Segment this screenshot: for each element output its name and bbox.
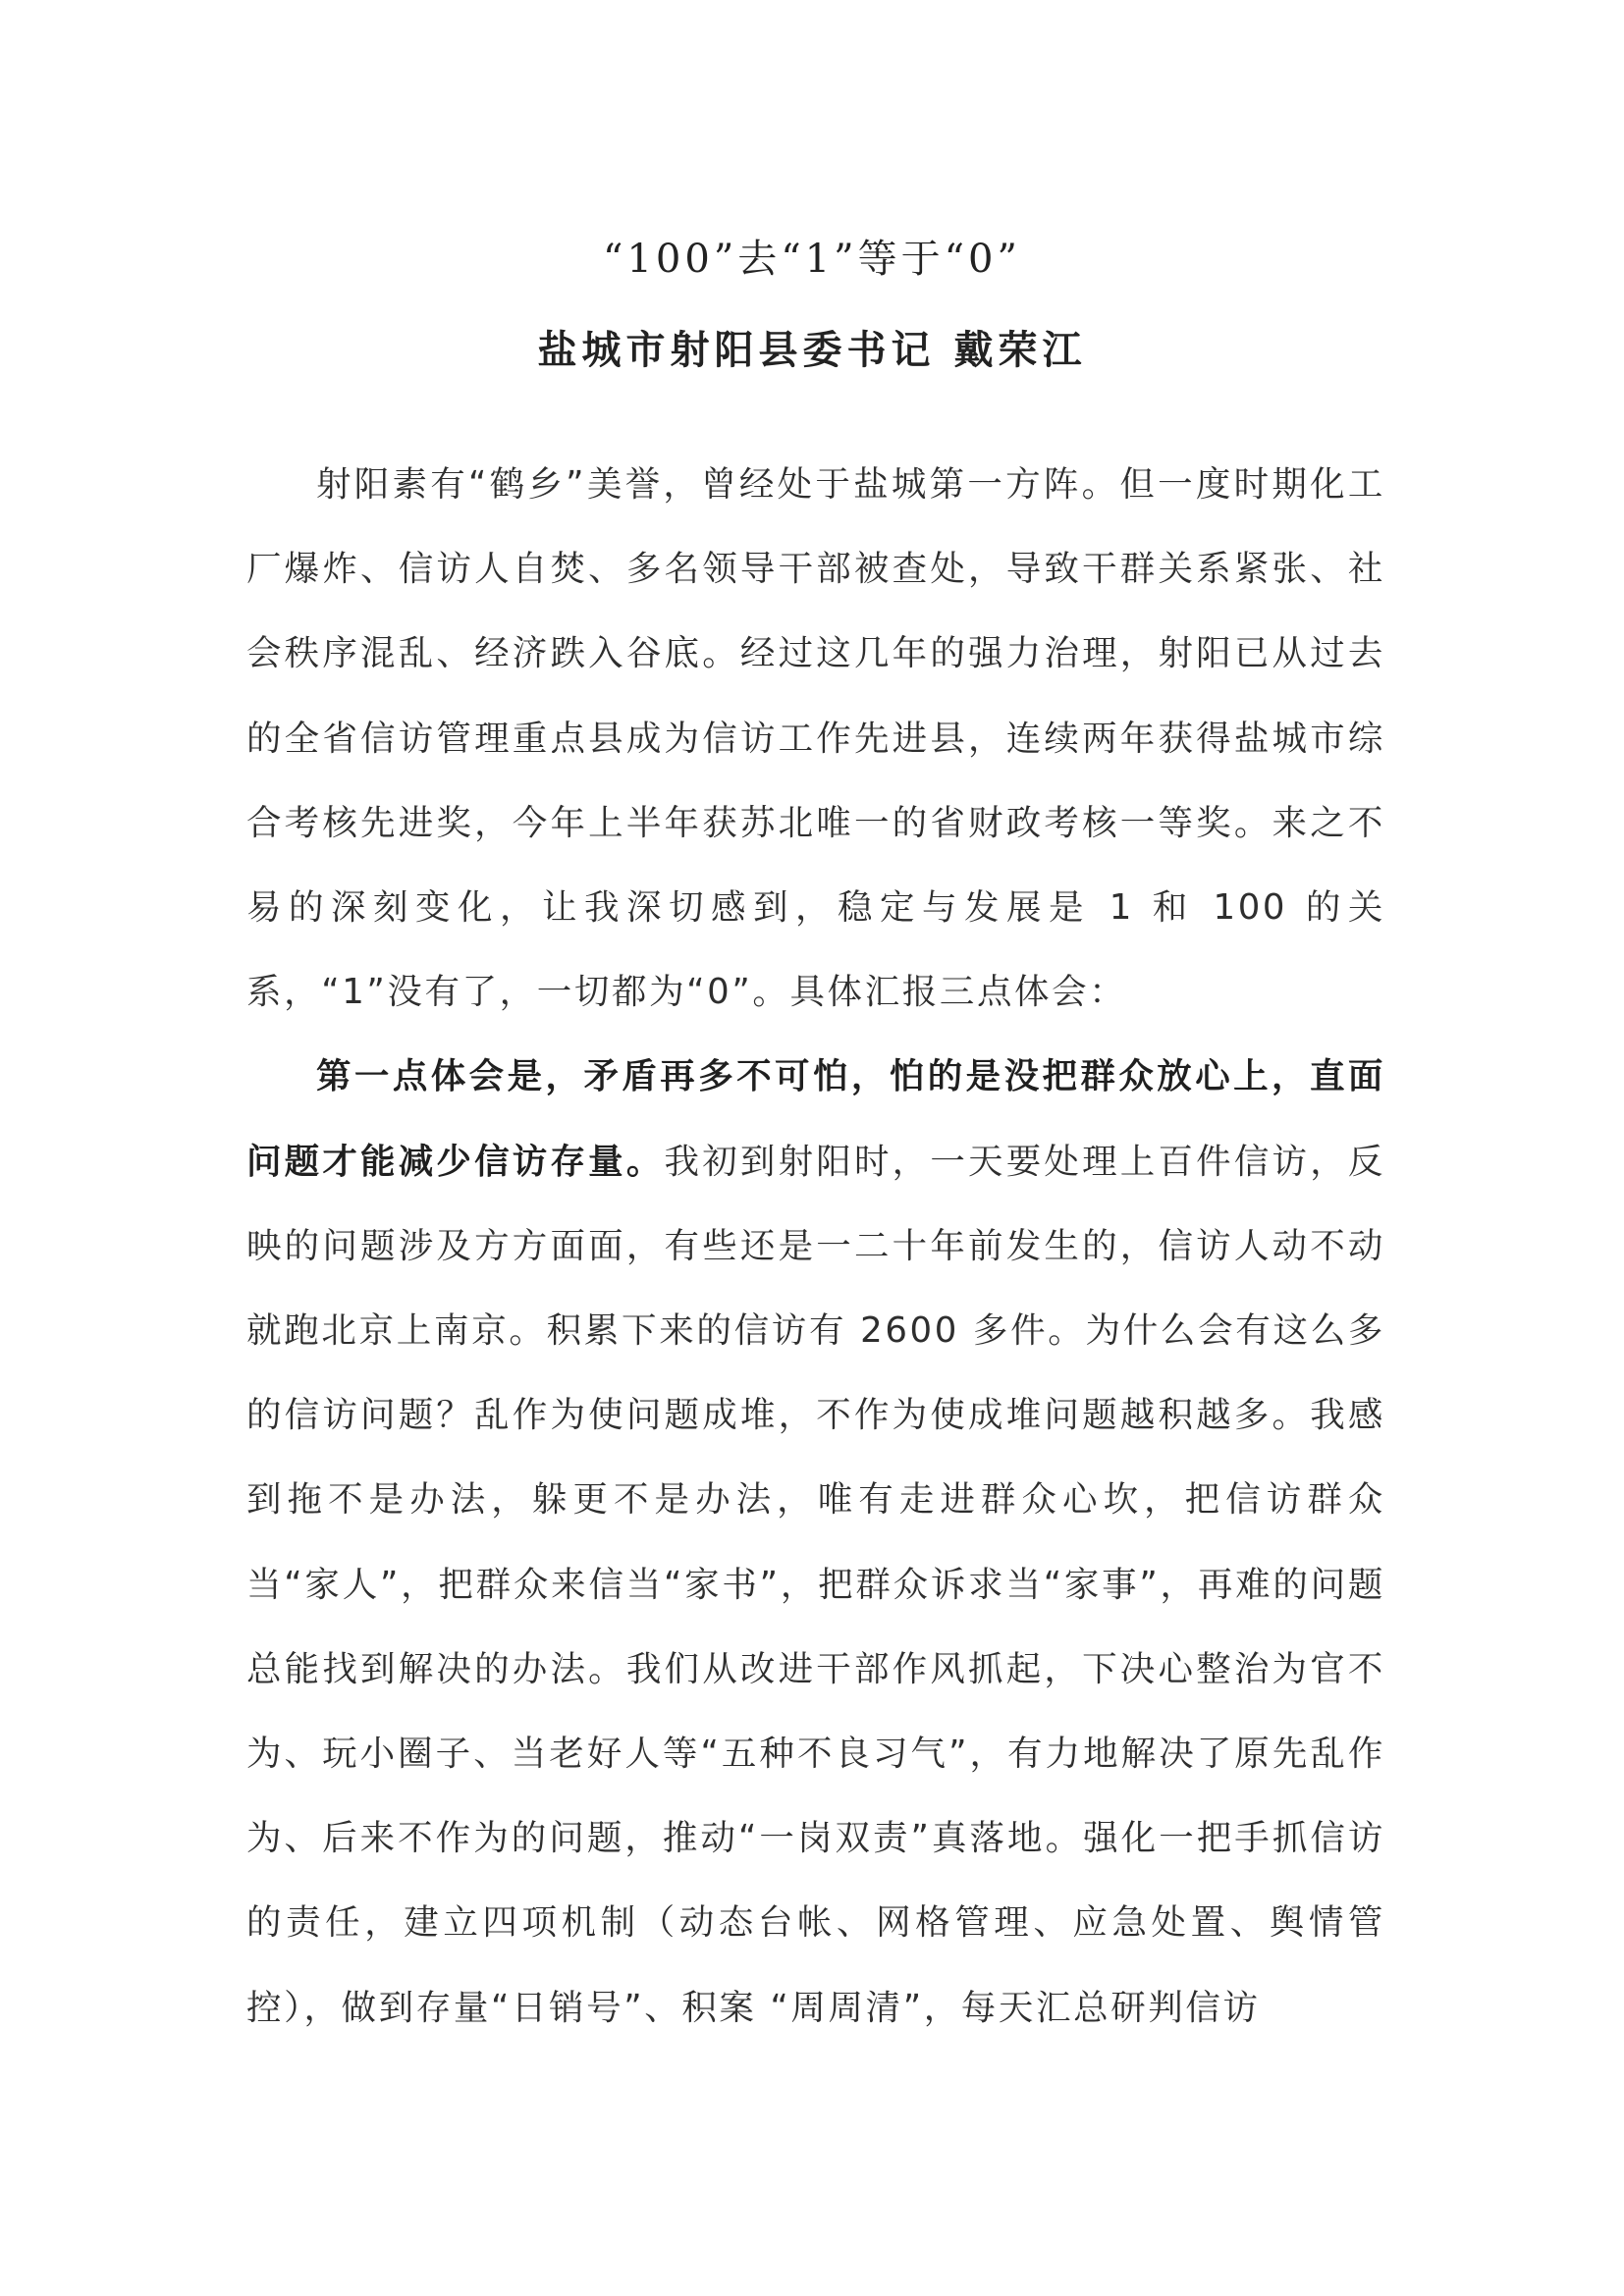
document-title: “100”去“1”等于“0”: [603, 237, 1021, 282]
author-line: 盐城市射阳县委书记 戴荣江: [537, 327, 1087, 373]
paragraph-point-one: [246, 1035, 1385, 2050]
paragraph-text: 我初到射阳时，一天要处理上百件信访，反映的问题涉及方方面面，有些还是一二十年前发生的，信访人动不动就跑北京上南京。积累下来的信访有 2600 多件。为什么会有这么多的信访问题？乱作为使问题成堆，不作为使成堆问题越积越多。我感到拖不是办法，躲更不是办法，唯有走进群众心坎，把信访群众当“家人”，把群众来信当“家书”，把群众诉求当“家事”，再难的问题总能找到解决的办法。我们从改进干部作风抓起，下决心整治为官不为、玩小圈子、当老好人等“五种不良习气”，有力地解决了原先乱作为、后来不作为的问题，推动“一岗双责”真落地。强化一把手抓信访的责任，建立四项机制（动态台帐、网格管理、应急处置、舆情管控），做到存量“日销号”、积案 “周周清”，每天汇总研判信访: [246, 1141, 1385, 2028]
paragraph-text: 射阳素有“鹤乡”美誉，曾经处于盐城第一方阵。但一度时期化工厂爆炸、信访人自焚、多名领导干部被查处，导致干群关系紧张、社会秩序混乱、经济跌入谷底。经过这几年的强力治理，射阳已从过去的全省信访管理重点县成为信访工作先进县，连续两年获得盐城市综合考核先进奖，今年上半年获苏北唯一的省财政考核一等奖。来之不易的深刻变化，让我深切感到，稳定与发展是 1 和 100 的关系，“1”没有了，一切都为“0”。具体汇报三点体会：: [246, 464, 1385, 1013]
paragraph-lead: 第一点体会是，矛盾再多不可怕，怕的是没把群众放心上，直面问题才能减少信访存量。: [246, 1056, 1385, 1182]
paragraph-intro: [246, 443, 1385, 1035]
document-body: [246, 443, 1385, 2051]
